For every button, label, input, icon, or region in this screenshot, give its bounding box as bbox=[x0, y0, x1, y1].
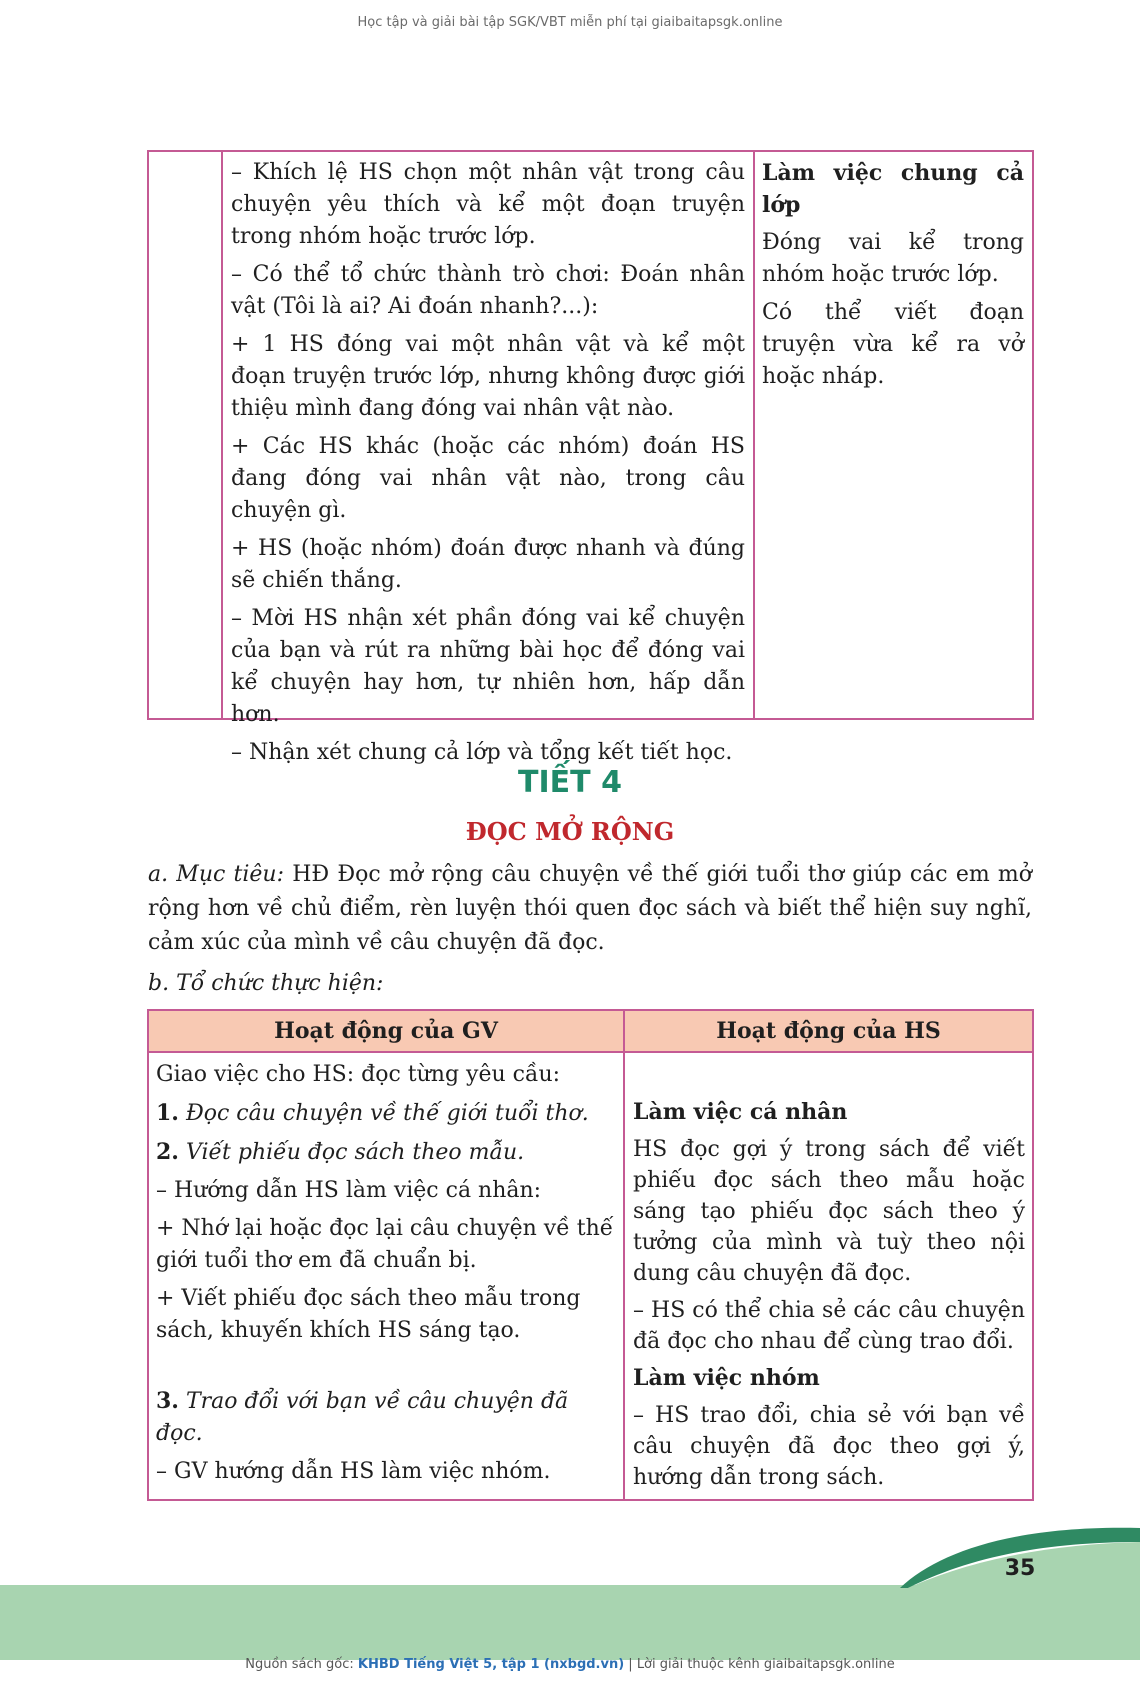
gv-item: – Khích lệ HS chọn một nhân vật trong câu chuyện yêu thích và kể một đoạn truyện trong nhóm hoặc trước lớp. bbox=[231, 160, 745, 249]
table-column-divider bbox=[753, 150, 755, 720]
table2-header-hs: Hoạt động của HS bbox=[625, 1011, 1032, 1051]
footer-note bbox=[0, 1657, 1140, 1672]
table1-hs-cell bbox=[762, 157, 1024, 399]
table-column-divider bbox=[623, 1009, 625, 1501]
table-header-divider bbox=[147, 1051, 1034, 1053]
table2-hs-cell bbox=[633, 1097, 1025, 1499]
table2-gv-cell bbox=[156, 1059, 616, 1494]
task-text: Viết phiếu đọc sách theo mẫu. bbox=[178, 1140, 525, 1165]
gv-item: – Có thể tổ chức thành trò chơi: Đoán nhân vật (Tôi là ai? Ai đoán nhanh?...): bbox=[231, 262, 745, 319]
page-number: 35 bbox=[1004, 1556, 1036, 1581]
footer-source-link[interactable]: KHBD Tiếng Việt 5, tập 1 (nxbgd.vn) bbox=[357, 1657, 625, 1672]
task-text: Đọc câu chuyện về thế giới tuổi thơ. bbox=[178, 1101, 589, 1126]
gv-group: – GV hướng dẫn HS làm việc nhóm. bbox=[156, 1459, 551, 1484]
gv-bullet: + Nhớ lại hoặc đọc lại câu chuyện về thế giới tuổi thơ em đã chuẩn bị. bbox=[156, 1216, 614, 1273]
hs-item: Đóng vai kể trong nhóm hoặc trước lớp. bbox=[762, 230, 1024, 287]
gv-item: + Các HS khác (hoặc các nhóm) đoán HS đang đóng vai nhân vật nào, trong câu chuyện gì. bbox=[231, 434, 745, 523]
hs-paragraph: – HS trao đổi, chia sẻ với bạn về câu chuyện đã đọc theo gợi ý, hướng dẫn trong sách. bbox=[633, 1403, 1025, 1490]
hs-paragraph: HS đọc gợi ý trong sách để viết phiếu đọc sách theo mẫu hoặc sáng tạo phiếu đọc sách theo ý tưởng của mình và tuỳ theo nội dung câu chuyện đã đọc. bbox=[633, 1137, 1025, 1286]
gv-item: – Nhận xét chung cả lớp và tổng kết tiết học. bbox=[231, 740, 733, 765]
gv-intro: Giao việc cho HS: đọc từng yêu cầu: bbox=[156, 1062, 561, 1087]
gv-item: + 1 HS đóng vai một nhân vật và kể một đoạn truyện trước lớp, nhưng không được giới thiệu mình đang đóng vai nhân vật nào. bbox=[231, 332, 745, 421]
table1-gv-cell bbox=[231, 157, 745, 775]
gv-task-3 bbox=[156, 1385, 616, 1450]
footer-suffix: | Lời giải thuộc kênh giaibaitapsgk.online bbox=[624, 1657, 895, 1672]
footer-band bbox=[0, 1585, 1140, 1660]
hs-paragraph: – HS có thể chia sẻ các câu chuyện đã đọc cho nhau để cùng trao đổi. bbox=[633, 1298, 1025, 1354]
hs-item: Có thể viết đoạn truyện vừa kể ra vở hoặc nháp. bbox=[762, 300, 1024, 389]
hs-heading: Làm việc cá nhân bbox=[633, 1099, 848, 1125]
hs-heading: Làm việc nhóm bbox=[633, 1365, 820, 1391]
gv-item: – Mời HS nhận xét phần đóng vai kể chuyện của bạn và rút ra những bài học để đóng vai kể chuyện hay hơn, tự nhiên hơn, hấp dẫn hơn. bbox=[231, 606, 745, 727]
gv-item: + HS (hoặc nhóm) đoán được nhanh và đúng sẽ chiến thắng. bbox=[231, 536, 745, 593]
organization-label: b. Tổ chức thực hiện: bbox=[148, 971, 384, 996]
task-number: 3. bbox=[156, 1388, 179, 1414]
section-title: TIẾT 4 bbox=[518, 765, 622, 800]
section-subtitle: ĐỌC MỞ RỘNG bbox=[465, 817, 675, 846]
table2-header-gv: Hoạt động của GV bbox=[149, 1011, 623, 1051]
task-text: Trao đổi với bạn về câu chuyện đã đọc. bbox=[156, 1389, 569, 1446]
objective-paragraph bbox=[148, 858, 1032, 960]
objective-text: HĐ Đọc mở rộng câu chuyện về thế giới tuổi thơ giúp các em mở rộng hơn về chủ điểm, rèn luyện thói quen đọc sách và biết thể hiện suy nghĩ, cảm xúc của mình về câu chuyện đã đọc. bbox=[148, 862, 1032, 955]
gv-guide: – Hướng dẫn HS làm việc cá nhân: bbox=[156, 1178, 542, 1203]
footer-prefix: Nguồn sách gốc: bbox=[245, 1657, 358, 1672]
objective-label: a. Mục tiêu: bbox=[148, 862, 284, 887]
gv-task-1 bbox=[156, 1097, 616, 1130]
hs-heading: Làm việc chung cả lớp bbox=[762, 160, 1024, 218]
table-column-divider bbox=[221, 150, 223, 720]
task-number: 2. bbox=[156, 1139, 179, 1165]
task-number: 1. bbox=[156, 1100, 179, 1126]
gv-bullet: + Viết phiếu đọc sách theo mẫu trong sách, khuyến khích HS sáng tạo. bbox=[156, 1286, 581, 1343]
header-note: Học tập và giải bài tập SGK/VBT miễn phí tại giaibaitapsgk.online bbox=[357, 15, 783, 30]
gv-task-2 bbox=[156, 1136, 616, 1169]
